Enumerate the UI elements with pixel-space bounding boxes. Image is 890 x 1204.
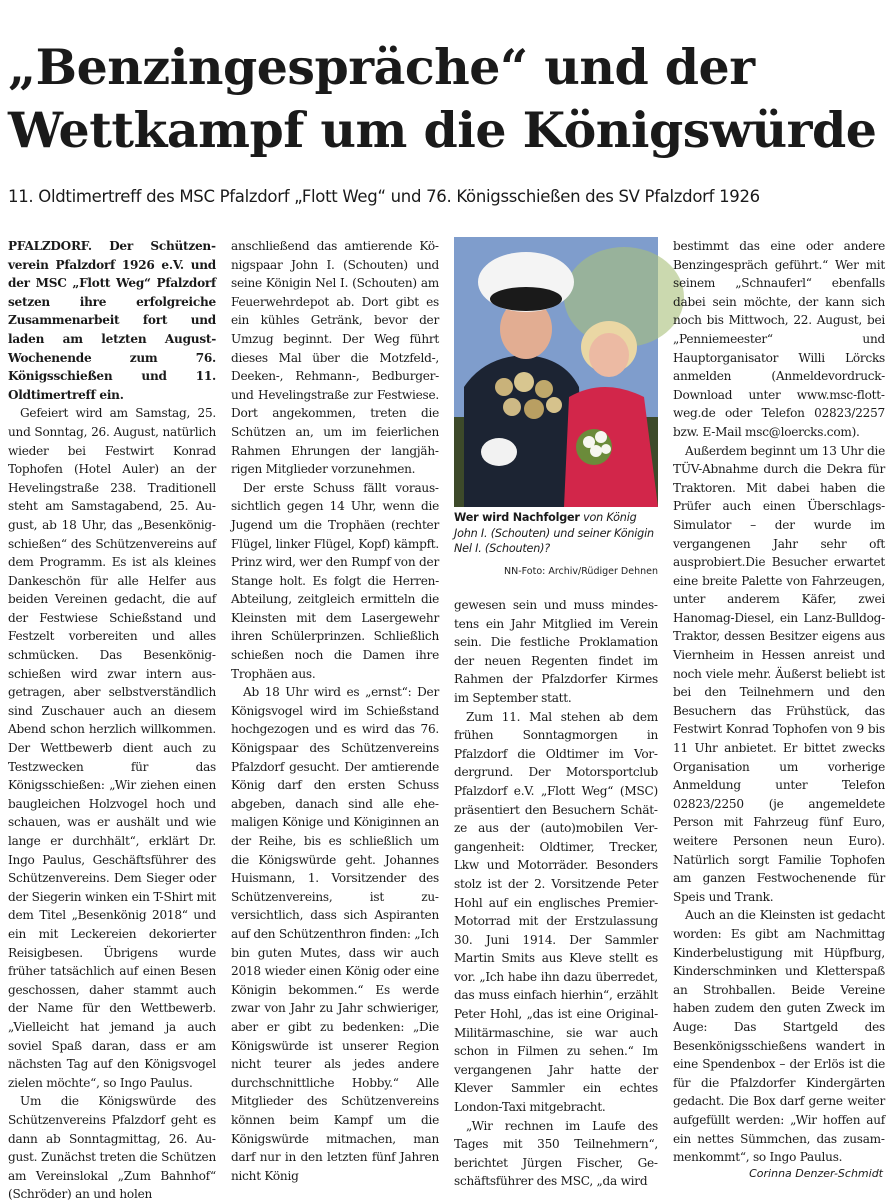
paragraph: Der erste Schuss fällt voraussichtlich gegen 14 Uhr, wenn die Jugend um die Trophäen (rechter Flügel, linker Flügel, Kopf) kämpft. Prinz wird, wer den Rumpf von der Stange holt. Es folgt die Herren-Abteilung, zeitgleich ermitteln die Kleinsten mit dem Lasergewehr ihren Schülerprinzen. Schließlich schießen noch die Damen ihre Trophäen aus. (231, 480, 439, 681)
headline: „Benzingespräche“ und der Wettkampf um die Königswürde (8, 38, 877, 159)
paragraph: „Wir rechnen im Laufe des Tages mit 350 Teilnehmern“, berichtet Jürgen Fischer, Geschäftsführer des MSC, „da wird (454, 1118, 658, 1189)
caption-text: von König John I. (Schouten) und seiner Königin Nel I. (Schouten)? (454, 511, 654, 555)
article-column-1 (8, 237, 216, 1202)
subtitle: 11. Oldtimertreff des MSC Pfalzdorf „Flott Weg“ und 76. Königsschießen des SV Pfalzdorf 1926 (8, 187, 760, 206)
paragraph: gewesen sein und muss mindestens ein Jahr Mitglied im Verein sein. Die festliche Proklamation der neuen Regenten findet im Rahmen der Pfalzdorfer Kirmes im September statt. (454, 598, 658, 705)
author-byline: Corinna Denzer-Schmidt (749, 1167, 883, 1180)
lead-paragraph: PFALZDORF. Der Schützenverein Pfalzdorf 1926 e.V. und der MSC „Flott Weg“ Pfalzdorf setzen ihre erfolgreiche Zusammenarbeit fort und laden am letzten August-Wochenende zum 76. Königsschießen und 11. Oldtimertreff ein. (8, 239, 216, 402)
paragraph: Außerdem beginnt um 13 Uhr die TÜV-Abnahme durch die Dekra für Traktoren. Mit dabei haben die Prüfer auch einen Überschlags-Simulator – der wurde im vergangenen Jahr sehr oft ausprobiert.Die Besucher erwartet eine breite Palette von Fahrzeugen, unter anderem Käfer, zwei Hanomag-Diesel, ein Lanz-Bulldog-Traktor, dessen Besitzer eigens aus Viernheim in Hessen anreist und noch viele mehr. Äußerst beliebt ist bei den Teilnehmern und den Besuchern das Frühstück, das Festwirt Konrad Tophofen von 9 bis 11 Uhr anbietet. Er bittet zwecks Organisation um vorherige Anmeldung unter Telefon 02823/2250 (je angemeldete Person mit Fahrzeug fünf Euro, weitere Personen neun Euro). Natürlich sorgt Familie Tophofen am ganzen Festwochenende für Speis und Trank. (673, 443, 885, 904)
paragraph: Gefeiert wird am Samstag, 25. und Sonntag, 26. August, natürlich wieder bei Festwirt Konrad Tophofen (Hotel Auler) an der Hevelingstraße 238. Traditionell steht am Samstagabend, 25. August, ab 18 Uhr, das „Besenkönigschießen“ des Schützenvereins auf dem Programm. Es ist als kleines Dankeschön für alle Helfer aus beiden Vereinen gedacht, die auf der Festwiese Schießstand und Festzelt vorbereiten und alles schmücken. Das Besenkönigschießen wird zwar intern ausgetragen, aber selbstverständlich sind Zuschauer auch an diesem Abend schon herzlich willkommen. Der Wettbewerb dient auch zu Testzwecken für das Königsschießen: „Wir ziehen einen baugleichen Holzvogel hoch und schauen, was er aushält und wie lange er durchhält“, erklärt Dr. Ingo Paulus, Geschäftsführer des Schützenvereins. Dem Sieger oder der Siegerin winken ein T-Shirt mit dem Titel „Besenkönig 2018“ und ein mit Leckereien dekorierter Reisigbesen. Übrigens wurde früher tatsächlich auf einen Besen geschossen, daher stammt auch der Name für den Wettbewerb. „Vielleicht hat jemand ja auch soviel Spaß daran, dass er am nächsten Tag auf den Königsvogel zielen möchte“, so Ingo Paulus. (8, 406, 216, 1090)
caption-lead: Wer wird Nachfolger (454, 511, 580, 524)
article-column-2 (231, 237, 439, 1187)
paragraph: Ab 18 Uhr wird es „ernst“: Der Königsvogel wird im Schießstand hochgezogen und es wird das 76. Königspaar des Schützenvereins Pfalzdorf gesucht. Der amtierende König darf den ersten Schuss abgeben, danach sind alle ehemaligen Könige und Königinnen an der Reihe, bis es schließlich um die Königswürde geht. Johannes Huismann, 1. Vorsitzender des Schützenvereins, ist zuversichtlich, dass sich Aspiranten auf den Schützenthron finden: „Ich bin guten Mutes, dass wir auch 2018 wieder einen König oder eine Königin bekommen.“ Es werde zwar von Jahr zu Jahr schwieriger, aber er gibt zu bedenken: „Die Königswürde ist unserer Region nicht teurer als jedes andere durchschnittliche Hobby.“ Alle Mitglieder des Schützenvereins können beim Kampf um die Königswürde mitmachen, man darf nur in den letzten fünf Jahren nicht König (231, 685, 439, 1183)
photo-credit: NN-Foto: Archiv/Rüdiger Dehnen (504, 566, 658, 577)
paragraph: anschließend das amtierende Königspaar John I. (Schouten) und seine Königin Nel I. (Schouten) am Feuerwehrdepot ab. Dort gibt es ein kühles Getränk, bevor der Umzug beginnt. Der Weg führt dieses Mal über die Motzfeld-, Deeken-, Rehmann-, Bedburger- und Hevelingstraße zur Festwiese. Dort angekommen, treten die Schützen an, um im feierlichen Rahmen Ehrungen der langjährigen Mitglieder vorzunehmen. (231, 239, 439, 477)
article-column-4 (673, 237, 885, 1187)
paragraph: Zum 11. Mal stehen ab dem frühen Sonntagmorgen in Pfalzdorf die Oldtimer im Vordergrund. Der Motorsportclub Pfalzdorf e.V. „Flott Weg“ (MSC) präsentiert den Besuchern Schätze aus der (auto)mobilen Vergangenheit: Oldtimer, Trecker, Lkw und Motorräder. Besonders stolz ist der 2. Vorsitzende Peter Hohl auf ein englisches Premier-Motorrad mit der Erstzulassung 30. Juni 1914. Der Sammler Martin Smits aus Kleve stellt es vor. „Ich habe ihn dazu überredet, das muss einfach hierhin“, erzählt Peter Hohl, „das ist eine Original-Militärmaschine, sie war auch schon in Filmen zu sehen.“ Im vergangenen Jahr hatte der Klever Sammler ein echtes London-Taxi mitgebracht. (454, 709, 658, 1115)
photo-illustration (454, 237, 658, 507)
paragraph: Auch an die Kleinsten ist gedacht worden: Es gibt am Nachmittag Kinderbelustigung mit Hüpfburg, Kinderschminken und Kletterspaß an Strohballen. Beide Vereine haben zudem den guten Zweck im Auge: Das Startgeld des Besenkönigsschießens wandert in eine Spendenbox – der Erlös ist die für die Pfalzdorfer Kindergärten gedacht. Die Box darf gerne weiter aufgefüllt werden: „Wir hoffen auf ein nettes Sümmchen, das zusammenkommt“, so Ingo Paulus. (673, 908, 885, 1165)
paragraph: bestimmt das eine oder andere Benzingespräch geführt.“ Wer mit seinem „Schnauferl“ ebenfalls dabei sein möchte, der kann sich noch bis Mittwoch, 22. August, bei „Penniemeester“ und Hauptorganisator Willi Lörcks anmelden (Anmeldevordruck-Download unter www.msc-flottweg.de oder Telefon 02823/2257 bzw. E-Mail msc@loercks.com). (673, 239, 885, 439)
paragraph: Um die Königswürde des Schützenvereins Pfalzdorf geht es dann ab Sonntagmittag, 26. August. Zunächst treten die Schützen am Vereinslokal „Zum Bahnhof“ (Schröder) an und holen (8, 1094, 216, 1202)
king-and-queen-photo (454, 237, 658, 507)
article-column-3 (454, 596, 658, 1189)
photo-caption (454, 510, 658, 557)
